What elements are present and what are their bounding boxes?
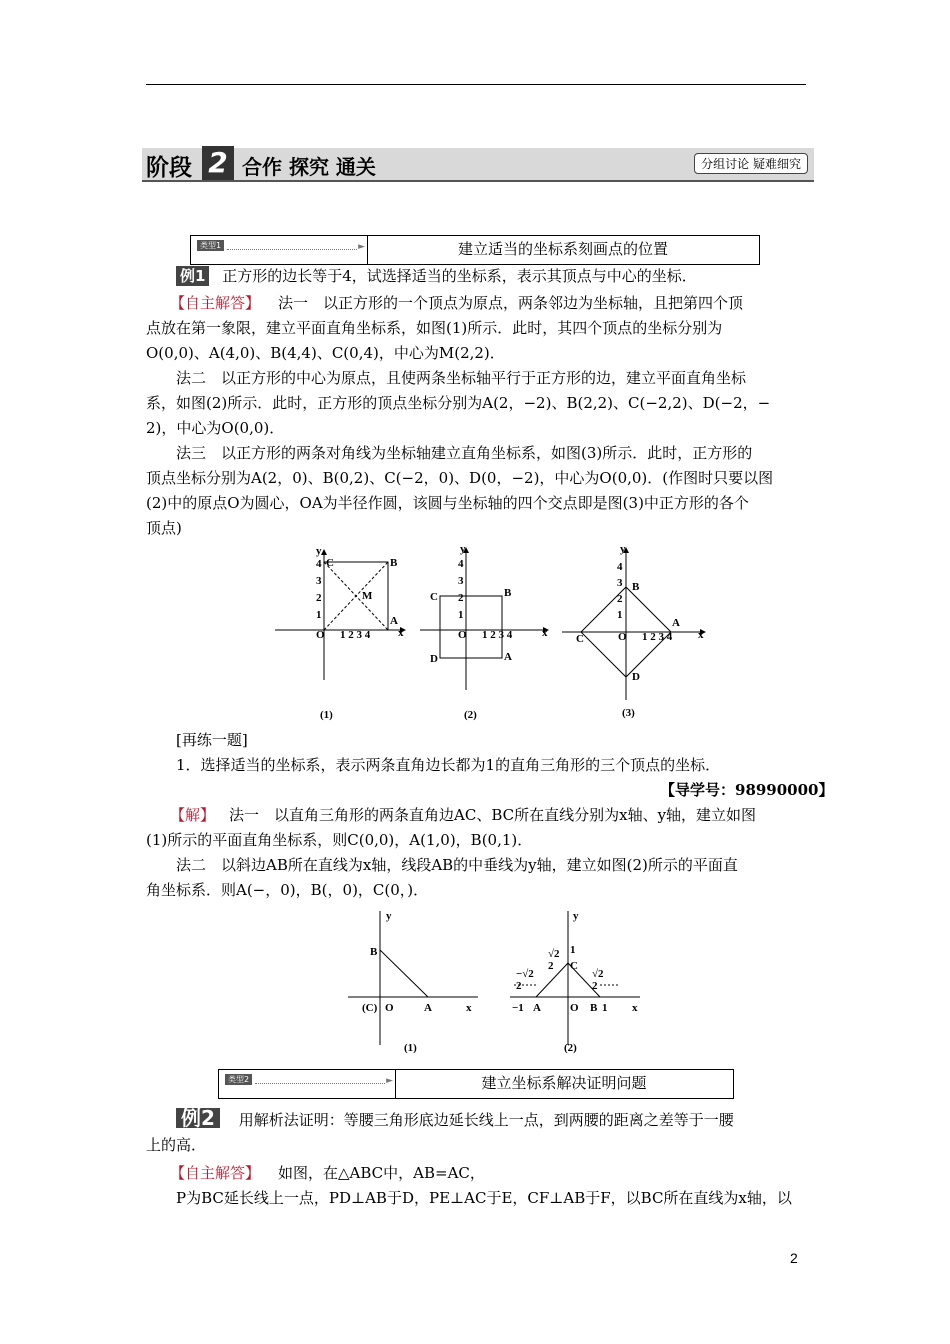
stage-tag: 分组讨论 疑难细究 (694, 153, 808, 174)
fig1-caption: (1) (320, 709, 333, 721)
sol1-line2: 点放在第一象限，建立平面直角坐标系，如图(1)所示．此时，其四个顶点的坐标分别为 (146, 319, 723, 337)
fig-triangle-2 (510, 910, 640, 1045)
svg-text:1: 1 (617, 609, 623, 621)
svg-text:A: A (390, 615, 398, 627)
svg-text:4: 4 (458, 558, 464, 570)
svg-text:3: 3 (458, 575, 464, 587)
svg-text:A: A (424, 1002, 432, 1014)
sol1-line3: O(0,0)、A(4,0)、B(4,4)、C(0,4)，中心为M(2,2)． (146, 344, 505, 362)
svg-text:C: C (430, 591, 438, 603)
svg-text:C: C (576, 633, 584, 645)
fig1-square-corner (275, 545, 405, 680)
practice-line4: 角坐标系．则A(−，0)，B(，0)，C(0，)． (146, 881, 429, 899)
sol1-line4: 法二 以正方形的中心为原点，且使两条坐标轴平行于正方形的边，建立平面直角坐标 (176, 369, 747, 387)
sol1-line9: (2)中的原点O为圆心，OA为半径作圆，该圆与坐标轴的四个交点即是图(3)中正方形的各个 (146, 494, 749, 512)
svg-text:x: x (398, 627, 404, 639)
fig3-square-diagonal (562, 543, 705, 700)
svg-text:O: O (570, 1002, 579, 1014)
svg-text:D: D (632, 671, 640, 683)
fig2-square-centered (420, 543, 548, 690)
type2-box (218, 1069, 734, 1099)
svg-text:2: 2 (458, 592, 464, 604)
sol1-label: 【自主解答】 (170, 294, 261, 312)
fig-triangle-1 (348, 910, 478, 1045)
sol1-line10: 顶点) (146, 519, 182, 537)
svg-text:x: x (542, 627, 548, 639)
svg-text:√2: √2 (548, 948, 560, 960)
svg-text:x: x (466, 1002, 472, 1014)
example1-label: 例1 (176, 266, 209, 286)
svg-text:O: O (316, 629, 325, 641)
svg-text:D: D (430, 653, 438, 665)
svg-text:C: C (570, 960, 578, 972)
practice-line2: (1)所示的平面直角坐标系，则C(0,0)，A(1,0)，B(0,1)． (146, 831, 533, 849)
fig2-caption: (2) (464, 709, 477, 721)
stage-number: 2 (202, 146, 234, 180)
type1-box (190, 235, 760, 265)
practice-question: 1．选择适当的坐标系，表示两条直角边长都为1的直角三角形的三个顶点的坐标． (176, 756, 721, 774)
svg-text:A: A (672, 617, 680, 629)
svg-text:3: 3 (617, 577, 623, 589)
sol2-label: 【自主解答】 (170, 1164, 261, 1182)
figure-squares (270, 540, 710, 725)
fig3-caption: (3) (622, 707, 635, 719)
svg-text:A: A (504, 651, 512, 663)
svg-text:C: C (326, 557, 334, 569)
svg-text:O: O (385, 1002, 394, 1014)
sol1-line8: 顶点坐标分别为A(2，0)、B(0,2)、C(−2，0)、D(0，−2)，中心为O(0,0)．(作图时只要以图 (146, 469, 774, 487)
sol1-line5: 系，如图(2)所示．此时，正方形的顶点坐标分别为A(2，−2)、B(2,2)、C(−2,2)、D(−2，− (146, 394, 771, 412)
svg-text:1: 1 (458, 609, 464, 621)
svg-text:x: x (632, 1002, 638, 1014)
svg-text:x: x (698, 629, 704, 641)
svg-text:B: B (390, 557, 398, 569)
svg-text:y: y (316, 545, 322, 557)
top-rule (146, 84, 806, 85)
svg-text:y: y (573, 910, 579, 922)
practice-label: 【解】 (170, 806, 216, 824)
example1-text: 正方形的边长等于4，试选择适当的坐标系，表示其顶点与中心的坐标． (222, 267, 697, 285)
example2-line2: 上的高． (146, 1136, 207, 1154)
svg-text:1: 1 (570, 944, 576, 956)
svg-text:y: y (620, 543, 626, 555)
svg-text:B: B (504, 587, 512, 599)
type2-badge: 类型2 (225, 1074, 252, 1085)
svg-text:(C): (C) (362, 1002, 378, 1014)
practice-head: [再练一题] (176, 731, 248, 749)
type2-title: 建立坐标系解决证明问题 (481, 1074, 647, 1092)
svg-text:O: O (458, 629, 467, 641)
page-number: 2 (790, 1250, 798, 1266)
fig-tri2-caption: (2) (564, 1042, 577, 1054)
practice-line3: 法二 以斜边AB所在直线为x轴，线段AB的中垂线为y轴，建立如图(2)所示的平面直 (176, 856, 738, 874)
svg-text:−1: −1 (512, 1002, 524, 1014)
sol2-line1 (170, 1163, 485, 1183)
type1-title: 建立适当的坐标系刻画点的位置 (457, 240, 668, 258)
example2-label: 例2 (176, 1108, 220, 1128)
example2-text1: 用解析法证明：等腰三角形底边延长线上一点，到两腰的距离之差等于一腰 (238, 1111, 734, 1129)
sol2-text1: 如图，在△ABC中，AB=AC， (278, 1164, 485, 1182)
svg-text:1 2 3 4: 1 2 3 4 (482, 629, 513, 641)
svg-text:4: 4 (316, 558, 322, 570)
arrow-icon (227, 249, 357, 250)
example2-line1 (176, 1108, 734, 1130)
svg-text:B: B (370, 946, 378, 958)
type1-badge: 类型1 (197, 240, 224, 251)
stage-label: 阶段 (146, 155, 192, 181)
svg-text:1: 1 (316, 609, 322, 621)
sol1-line1 (170, 293, 743, 313)
practice-line1 (170, 805, 756, 825)
svg-text:M: M (362, 590, 373, 602)
svg-text:2: 2 (316, 592, 322, 604)
sol1-line6: 2)，中心为O(0,0)． (146, 419, 285, 437)
svg-text:−√2: −√2 (516, 968, 534, 980)
svg-text:A: A (533, 1002, 541, 1014)
svg-text:1 2 3 4: 1 2 3 4 (340, 629, 371, 641)
svg-text:B: B (632, 581, 640, 593)
svg-text:y: y (460, 543, 466, 555)
arrow-icon (255, 1083, 385, 1084)
example1 (176, 266, 697, 286)
svg-text:1 2 3 4: 1 2 3 4 (642, 631, 673, 643)
figure-triangles (340, 905, 650, 1065)
svg-text:y: y (386, 910, 392, 922)
fig-tri1-caption: (1) (404, 1042, 417, 1054)
sol2-line2: P为BC延长线上一点，PD⊥AB于D，PE⊥AC于E，CF⊥AB于F，以BC所在直线为x轴，以 (176, 1189, 792, 1207)
sol1-text1: 法一 以正方形的一个顶点为原点，两条邻边为坐标轴，且把第四个顶 (278, 294, 744, 312)
svg-text:B: B (590, 1002, 598, 1014)
svg-text:4: 4 (617, 561, 623, 573)
svg-text:2: 2 (548, 960, 554, 972)
practice-text1: 法一 以直角三角形的两条直角边AC、BC所在直线分别为x轴、y轴，建立如图 (229, 806, 757, 824)
svg-text:2: 2 (516, 980, 522, 992)
svg-text:1: 1 (602, 1002, 608, 1014)
svg-text:O: O (618, 631, 627, 643)
sol1-line7: 法三 以正方形的两条对角线为坐标轴建立直角坐标系，如图(3)所示．此时，正方形的 (176, 444, 753, 462)
svg-text:3: 3 (316, 575, 322, 587)
svg-text:√2: √2 (592, 968, 604, 980)
practice-ref: 【导学号：98990000】 (660, 781, 834, 799)
svg-text:2: 2 (592, 980, 598, 992)
stage-banner (142, 148, 814, 182)
svg-text:2: 2 (617, 593, 623, 605)
stage-title: 合作 探究 通关 (242, 155, 376, 179)
